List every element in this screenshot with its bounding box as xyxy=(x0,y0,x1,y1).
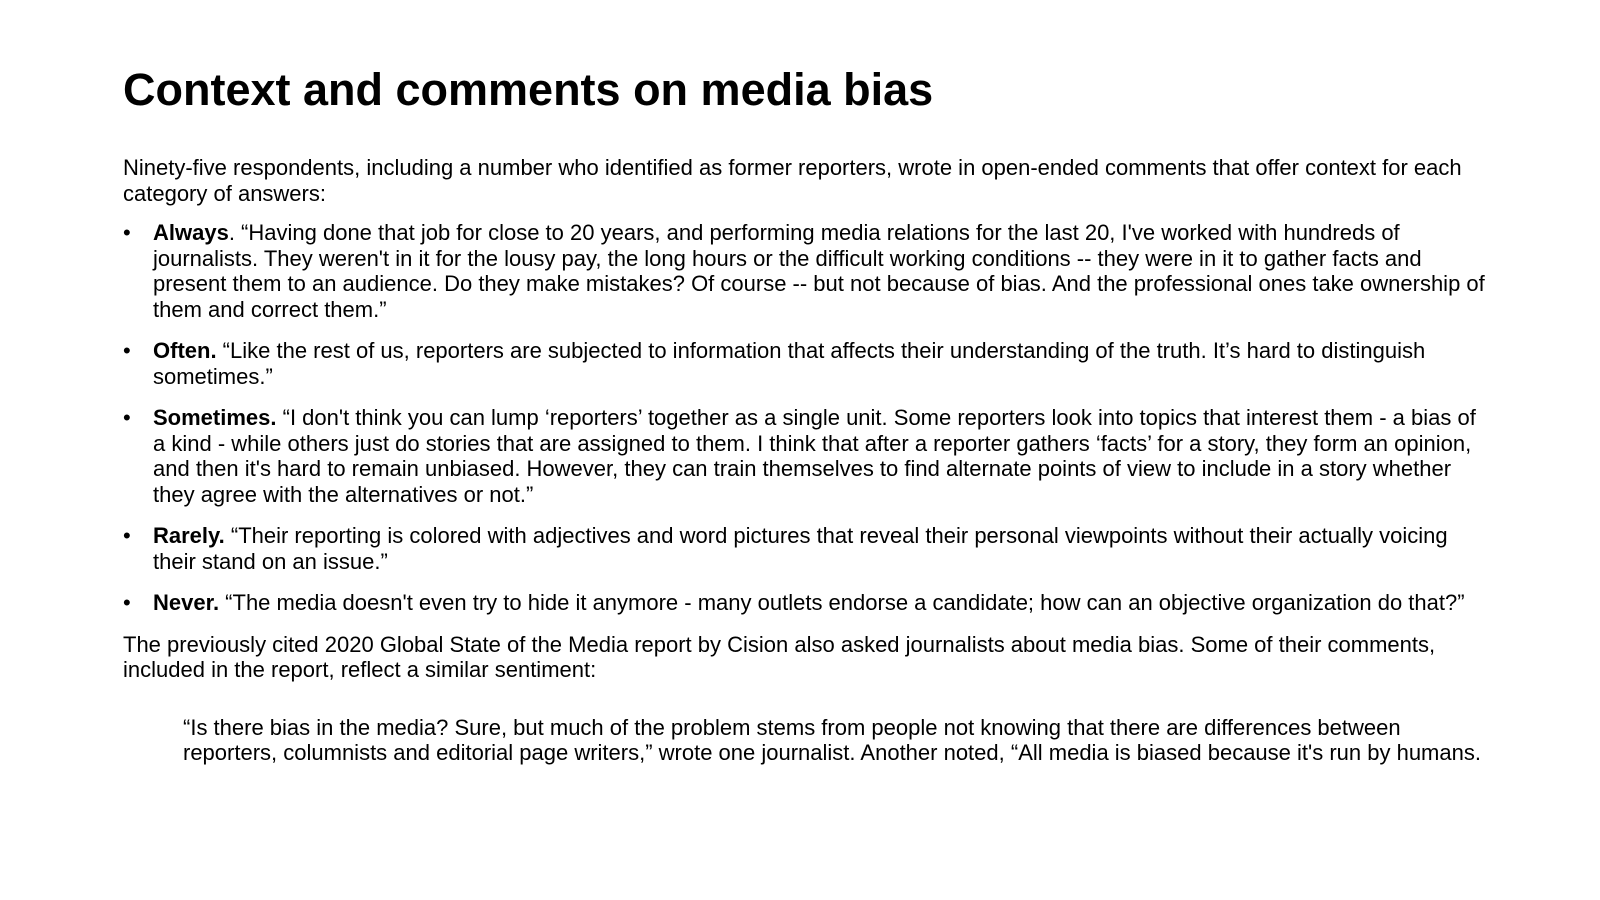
journalist-quote: “Is there bias in the media? Sure, but much of the problem stems from people not knowing that there are differences between reporters, columnists and editorial page writers,” wrote one journalist. Another noted, “All media is biased because it's run by humans. xyxy=(183,714,1481,765)
comment-label: Rarely. xyxy=(153,523,225,548)
comment-text: “The media doesn't even try to hide it anymore - many outlets endorse a candidate; how can an objective organization do that?” xyxy=(219,590,1465,615)
comment-rarely xyxy=(123,523,1493,574)
bullet-icon: • xyxy=(123,405,131,430)
comment-sometimes xyxy=(123,405,1493,507)
intro-paragraph: Ninety-five respondents, including a number who identified as former reporters, wrote in open-ended comments that offer context for each category of answers: xyxy=(123,155,1462,206)
comment-label: Often. xyxy=(153,338,217,363)
comment-text: “I don't think you can lump ‘reporters’ together as a single unit. Some reporters look into topics that interest them - a bias of a kind - while others just do stories that are assigned to them. I think that after a reporter gathers ‘facts’ for a story, they form an opinion, and then it's hard to remain unbiased. However, they can train themselves to find alternate points of view to include in a story whether they agree with the alternatives or not.” xyxy=(153,405,1476,507)
followup-paragraph: The previously cited 2020 Global State of the Media report by Cision also asked journalists about media bias. Some of their comments, included in the report, reflect a similar sentiment: xyxy=(123,631,1436,682)
comment-label: Never. xyxy=(153,590,220,615)
comment-text: “Like the rest of us, reporters are subjected to information that affects their understanding of the truth. It’s hard to distinguish sometimes.” xyxy=(153,338,1426,389)
comment-always xyxy=(123,220,1493,322)
bullet-icon: • xyxy=(123,523,131,548)
slide-title: Context and comments on media bias xyxy=(123,64,934,115)
comment-text: “Their reporting is colored with adjectives and word pictures that reveal their personal viewpoints without their actually voicing their stand on an issue.” xyxy=(153,523,1448,574)
slide-body xyxy=(123,155,1493,766)
comment-label: Always xyxy=(153,220,229,245)
bullet-icon: • xyxy=(123,220,131,245)
comment-often xyxy=(123,338,1493,389)
bullet-icon: • xyxy=(123,590,131,615)
comment-text: . “Having done that job for close to 20 years, and performing media relations for the last 20, I've worked with hundreds of journalists. They weren't in it for the lousy pay, the long hours or the difficult working conditions -- they were in it to gather facts and present them to an audience. Do they make mistakes? Of course -- but not because of bias. And the professional ones take ownership of them and correct them.” xyxy=(153,220,1485,322)
comment-never xyxy=(123,590,1493,616)
comment-label: Sometimes. xyxy=(153,405,277,430)
comment-list xyxy=(123,220,1493,616)
bullet-icon: • xyxy=(123,338,131,363)
